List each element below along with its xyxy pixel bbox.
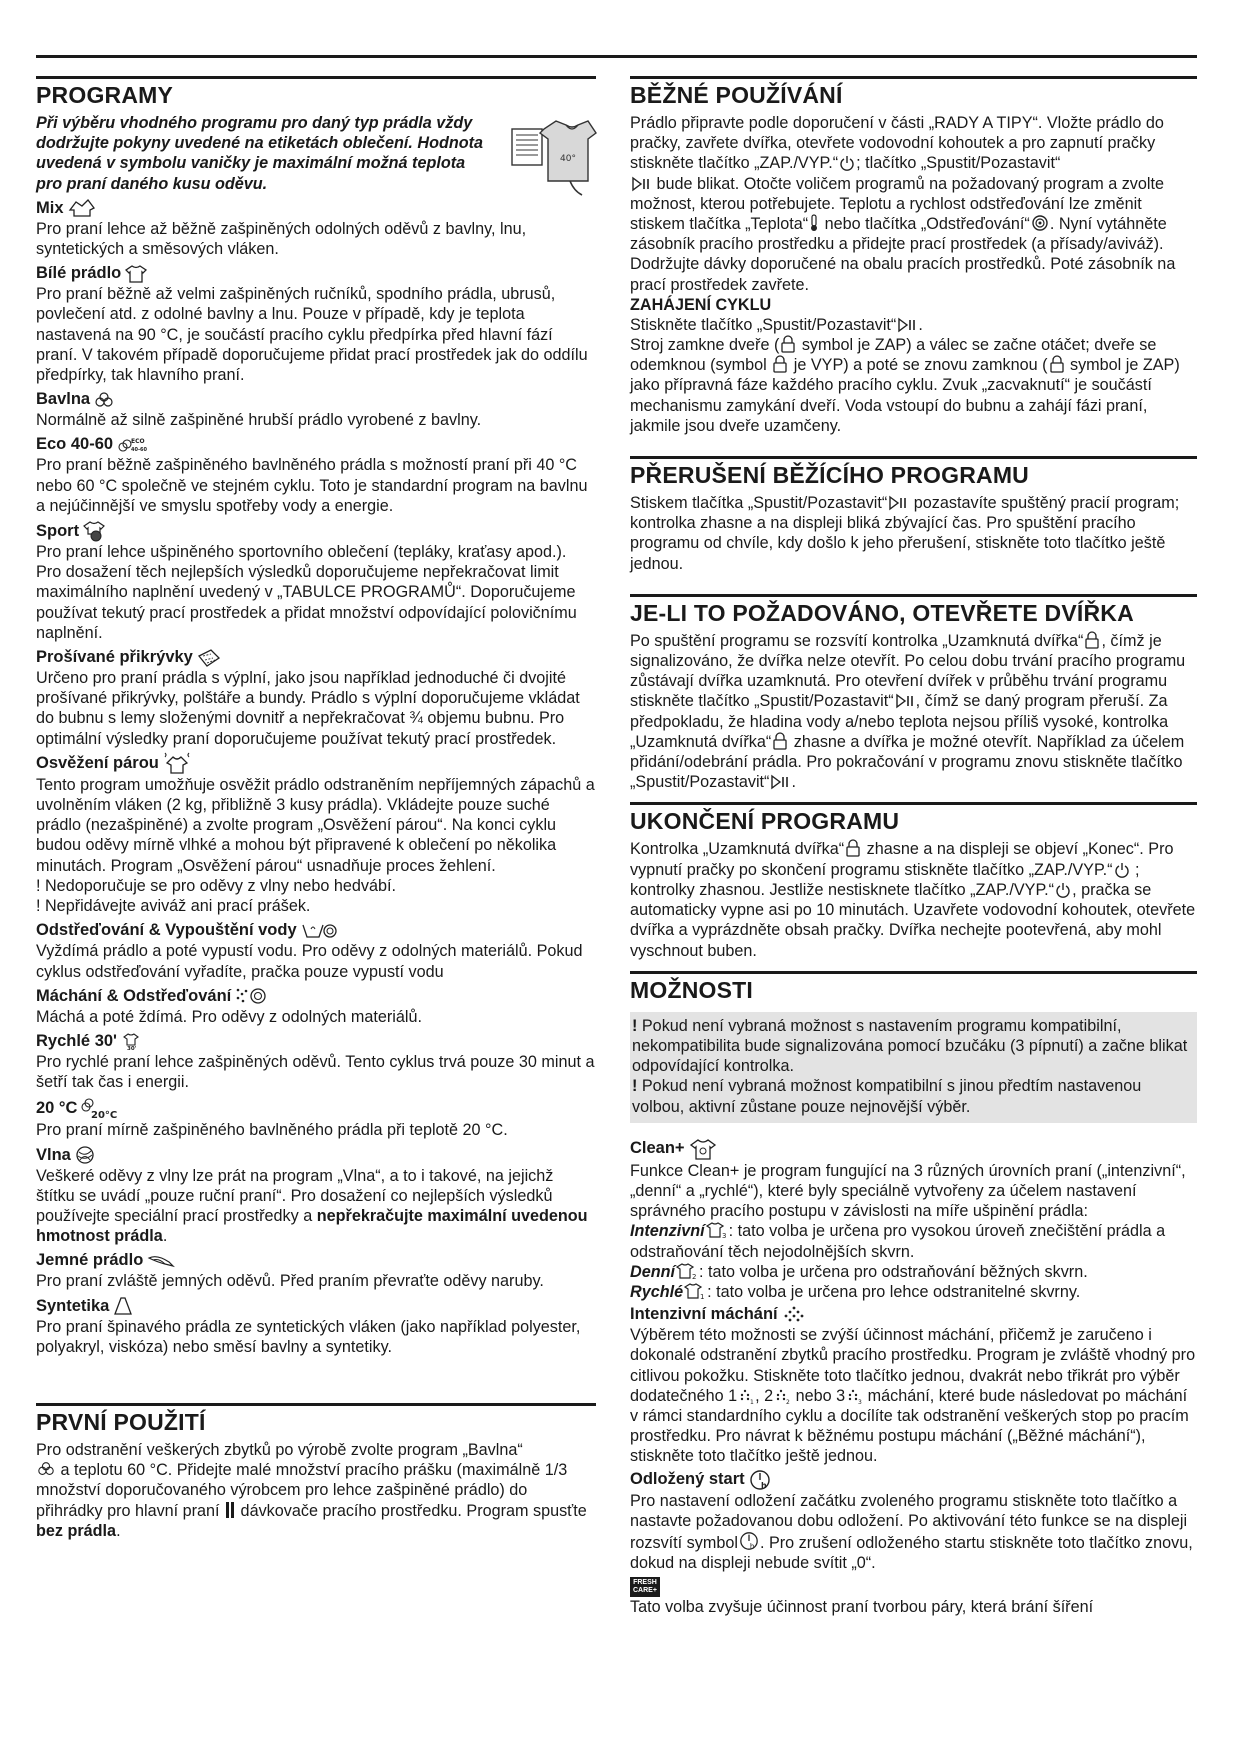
prvni-pouziti-emphasis: bez prádla — [36, 1521, 117, 1540]
bezne-pouzivani-text: Prádlo připravte podle doporučení v části „RADY A TIPY“. Vložte prádlo do pračky, zavřete dvířka, otevřete vodovodní kohoutek a pro zapnutí pračky stiskněte tlačítko „ZAP./VYP.“ ; tlačítko „Spustit/Pozastavit“ bude blikat. Otočte voličem programů na požadovaný program a zvolte možnost, kterou potřebujete. Teplotu a rychlost odstřeďování lze změnit stiskem tlačítka „Teplota“ nebo tlačítka „Odstřeďování“ . Nyní vytáhněte zásobník pracího prostředku a přidejte prací prostředek (a přísady/aviváž). Dodržujte dávky doporučené na obalu pracích prostředků. Poté zásobník na prací prostředek zavřete. — [630, 114, 1176, 294]
program-eco-4060-text: Pro praní běžně zašpiněného bavlněného prádla s možností praní při 40 °C nebo 60 °C společně ve stejném cyklu. Toto je standardní program na bavlnu a nejúčinnější ve smyslu spotřeby vody a energie. — [36, 456, 588, 515]
option-odlozeny-start: Odložený start h — [630, 1469, 1197, 1491]
sport-icon — [83, 520, 105, 542]
program-prosivane-prikryvky: Prošívané přikrývky — [36, 647, 596, 668]
program-bile-pradlo-text: Pro praní běžně až velmi zašpiněných ručníků, spodního prádla, ubrusů, povlečení atd. z odolné bavlny a lnu. Pouze v případě, kdy je teplota nastavená na 90 °C, je součástí pracího cyklu předpírka před hlavní fází praní. V takovém případě doporučujeme přidat prací prostředek jak do oddílu předpírky, tak hlavního praní. — [36, 285, 588, 385]
program-osvezeni-parou-text: Tento program umožňuje osvěžit prádlo odstraněním nepříjemných zápachů a uvolněním vláken (2 kg, přibližně 3 kusy prádla). Vkládejte pouze suché prádlo (nezašpiněné) a zvolte program „Osvěžení párou“. Na konci cyklu budou oděvy mírně vlhké a mohou být připravené k oblečení po několika minutách. Program „Osvěžení párou“ usnadňuje proces žehlení. — [36, 775, 595, 875]
svg-text:3: 3 — [858, 1398, 862, 1406]
rinse-spin-icon — [235, 986, 267, 1006]
svg-text:40-60: 40-60 — [131, 446, 148, 453]
power-icon — [1055, 882, 1071, 898]
program-bavlna: Bavlna — [36, 389, 596, 410]
option-odlozeny-start-text: Pro nastavení odložení začátku zvoleného programu stiskněte toto tlačítko a nastavte požadovanou dobu odložení. Po aktivování této funkce se na displeji rozsvítí symbol h . Pro zrušení odloženého startu stiskněte toto tlačítko znovu, dokud na displeji nebude svítit „0“. — [630, 1491, 1193, 1573]
clean-level-intenzivni: Intenzivní 3 : tato volba je určena pro vysokou úroveň znečištění prádla a odstraňování těch nejodolnějších skvrn. — [630, 1222, 1166, 1261]
zahajeni-cyklu-heading: ZAHÁJENÍ CYKLU — [630, 295, 772, 314]
program-jemne-pradlo: Jemné prádlo — [36, 1250, 596, 1271]
section-title-moznosti: MOŽNOSTI — [630, 971, 1197, 1004]
spin-drain-icon — [301, 921, 337, 941]
right-column — [630, 76, 1197, 1618]
rapid-30-icon — [121, 1031, 141, 1051]
cotton-icon — [94, 390, 114, 410]
compatibility-note-2: ! Pokud není vybraná možnost kompatibilní s jinou předtím nastavenou volbou, aktivní zůstane pouze nejnovější výběr. — [632, 1077, 1142, 1116]
program-odstredovani-vypousteni: Odstřeďování & Vypouštění vody — [36, 920, 596, 941]
compatibility-note-1: ! Pokud není vybraná možnost s nastavením programu kompatibilní, nekompatibilita bude signalizována pomocí bzučáku (3 pípnutí) a začne blikat odpovídající kontrolka. — [632, 1016, 1188, 1076]
steam-refresh-icon — [163, 753, 191, 775]
program-jemne-pradlo-text: Pro praní zvláště jemných oděvů. Před praním převraťte oděvy naruby. — [36, 1272, 544, 1291]
start-pause-icon — [631, 176, 651, 192]
svg-text:2: 2 — [691, 1272, 697, 1281]
svg-text:h: h — [749, 1541, 755, 1551]
program-eco-4060: Eco 40-60 ECO 40-60 — [36, 435, 148, 454]
mix-icon — [68, 198, 96, 218]
program-syntetika-text: Pro praní špinavého prádla ze syntetických vláken (jako například polyester, polyakryl, viskóza) nebo směsí bavlny a syntetiky. — [36, 1317, 581, 1356]
svg-text:3: 3 — [721, 1232, 727, 1241]
program-machani-odstredovani: Máchání & Odstřeďování — [36, 986, 596, 1007]
door-lock-icon — [845, 839, 861, 857]
care-label-shirt-icon — [510, 115, 596, 199]
start-pause-icon — [895, 693, 915, 709]
svg-text:1: 1 — [750, 1398, 754, 1406]
program-bile-pradlo: Bílé prádlo — [36, 263, 596, 284]
section-title-ukonceni: UKONČENÍ PROGRAMU — [630, 802, 1197, 835]
svg-text:30': 30' — [126, 1046, 137, 1053]
program-bavlna-text: Normálně až silně zašpiněné hrubší prádlo vyrobené z bavlny. — [36, 411, 482, 430]
section-title-dvirka: JE-LI TO POŽADOVÁNO, OTEVŘETE DVÍŘKA — [630, 594, 1197, 627]
option-clean-plus-text: Funkce Clean+ je program fungující na 3 různých úrovních praní („intenzivní“, „denní“ a „rychlé“), které byly speciálně vytvořeny za účelem nastavení správného pracího postupu v závislosti na míře ušpinění prádla: — [630, 1161, 1186, 1221]
spin-icon — [1031, 214, 1049, 232]
door-lock-icon — [772, 732, 788, 750]
start-pause-icon — [897, 317, 917, 333]
program-sport: Sport — [36, 520, 596, 542]
cotton-icon — [37, 1460, 55, 1478]
programy-intro — [36, 113, 596, 194]
program-sport-text: Pro praní lehce ušpiněného sportovního oblečení (tepláky, kraťasy apod.). Pro dosažení těch nejlepších výsledků doporučujeme nepřekračovat limit maximálního naplnění uvedený v „TABULCE PROGRAMŮ“. Doporučujeme používat tekutý prací prostředek a přidat množství odpovídající polovičnímu naplnění. — [36, 543, 577, 642]
section-title-preruseni: PŘERUŠENÍ BĚŽÍCÍHO PROGRAMU — [630, 456, 1197, 489]
start-pause-icon — [888, 495, 908, 511]
ukonceni-text: Kontrolka „Uzamknutá dvířka“ zhasne a na displeji se objeví „Konec“. Pro vypnutí pračky po skončení programu stiskněte tlačítko „ZAP./VYP.“ ; kontrolky zhasnou. Jestliže nestisknete tlačítko „ZAP./VYP.“ , pračka se automaticky vypne asi po 10 minutách. Uzavřete vodovodní kohoutek, otevřete dvířka a vyprázdněte obsah pračky. Dvířka nechejte pootevřená, aby mohl vyschnout buben. — [630, 840, 1196, 960]
program-osvezeni-parou-note2: ! Nepřidávejte aviváž ani prací prášek. — [36, 897, 311, 916]
svg-text:ECO: ECO — [131, 437, 145, 445]
door-lock-icon — [772, 355, 788, 373]
wool-icon — [75, 1145, 95, 1165]
door-lock-icon — [780, 335, 796, 353]
program-mix-text: Pro praní lehce až běžně zašpiněných odolných oděvů z bavlny, lnu, syntetických a směsových vláken. — [36, 219, 527, 259]
clean-level-rychle: Rychlé 1 : tato volba je určena pro lehce odstranitelné skvrny. — [630, 1282, 1081, 1301]
program-syntetika: Syntetika — [36, 1296, 596, 1317]
option-intenzivni-machani-text: Výběrem této možnosti se zvýší účinnost máchání, přičemž je zaručeno i dokonalé odstranění zbytků pracího prostředku. Program je zvláště vhodný pro citlivou pokožku. Stiskněte toto tlačítko jednou, dvakrát nebo třikrát pro výběr dodatečného 1 1 , 2 2 nebo 3 3 máchání, které bude následovat po máchání v rámci standardního cyklu a docílíte tak odstranění veškerých stop po pracím prostředku. Pro návrat k běžnému postupu máchání („Běžné máchání“), stiskněte toto tlačítko ještě jednou. — [630, 1326, 1196, 1466]
svg-text:2: 2 — [786, 1398, 790, 1406]
section-title-programy: PROGRAMY — [36, 76, 596, 109]
program-vlna-text: Veškeré oděvy z vlny lze prát na program „Vlna“, a to i takové, na jejichž štítku se uvádí „pouze ruční praní“. Pro dosažení co nejlepších výsledků používejte speciální prací prostředky a nepřekračujte maximální uvedenou hmotnost prádla. — [36, 1166, 588, 1246]
power-icon — [1114, 862, 1130, 878]
option-clean-plus: Clean+ — [630, 1137, 1197, 1161]
program-osvezeni-parou: Osvěžení párou — [36, 753, 596, 775]
rinse-1-icon — [738, 1388, 754, 1404]
clean-intensive-icon — [706, 1221, 728, 1239]
zamykani-dveri-text: Stroj zamkne dveře ( symbol je ZAP) a válec se začne otáčet; dveře se odemknou (symbol je VYP) a poté se znovu zamknou ( symbol je ZAP) jako přípravná fáze každého pracího cyklu. Zvuk „zacvaknutí“ je součástí mechanismu zamykání dveří. Voda vstoupí do bubnu a zahájí fázi praní, jakmile jsou dveře uzamčeny. — [630, 336, 1180, 435]
top-rule — [36, 55, 1197, 58]
white-laundry-icon — [125, 264, 147, 284]
clean-quick-icon — [684, 1282, 706, 1300]
delicates-icon — [147, 1252, 175, 1270]
dvirka-text: Po spuštění programu se rozsvítí kontrolka „Uzamknutá dvířka“ , čímž je signalizováno, že dvířka nelze otevřít. Po celou dobu trvání pracího programu zůstávají dvířka uzamknutá. Pro otevření dvířek v průběhu trvání programu stiskněte tlačítko „Spustit/Pozastavit“ , čímž se daný program přeruší. Za předpokladu, že hladina vody a/nebo teplota nejsou příliš vysoké, kontrolka „Uzamknutá dvířka“ zhasne a dvířka je možné otevřít. Například za účelem přidání/odebrání prádla. Pro pokračování v programu znovu stiskněte tlačítko „Spustit/Pozastavit“ . — [630, 631, 1186, 792]
main-wash-compartment-icon — [225, 1501, 235, 1519]
delay-start-icon — [749, 1469, 771, 1491]
clean-daily-icon — [676, 1262, 698, 1280]
program-machani-odstredovani-text: Máchá a poté ždímá. Pro oděvy z odolných materiálů. — [36, 1007, 423, 1026]
synthetics-icon — [113, 1296, 133, 1316]
delay-start-icon — [739, 1531, 759, 1551]
program-rychle-30: Rychlé 30' 30' — [36, 1031, 596, 1052]
temperature-icon — [809, 214, 819, 232]
program-rychle-30-text: Pro rychlé praní lehce zašpiněných oděvů. Tento cyklus trvá pouze 30 minut a šetří tak čas i energii. — [36, 1052, 595, 1092]
shirt-temp-label: 40° — [560, 154, 576, 164]
program-20c: 20 °C 20°C — [36, 1096, 596, 1120]
programy-intro-text: Při výběru vhodného programu pro daný typ prádla vždy dodržujte pokyny uvedené na etiketách oblečení. Hodnota uvedená v symbolu vaničky je maximální možná teplota pro praní daného kusu oděvu. — [36, 114, 484, 193]
option-fresh-care-text: Tato volba zvyšuje účinnost praní tvorbou páry, která brání šíření — [630, 1598, 1094, 1617]
program-prosivane-prikryvky-text: Určeno pro praní prádla s výplní, jako jsou například jednoduché či dvojité prošívané přikrývky, polštáře a bundy. Prádlo s výplní doporučujeme vkládat do bubnu s lemy složenými dovnitř a nepřekračovat ¾ objemu bubnu. Pro optimální výsledky praní doporučujeme používat tekutý prací prostředek. — [36, 669, 580, 748]
left-column — [36, 76, 596, 1541]
intensive-rinse-icon — [782, 1305, 806, 1325]
option-intenzivni-machani: Intenzivní máchání — [630, 1304, 1197, 1325]
program-osvezeni-parou-note1: ! Nedoporučuje se pro oděvy z vlny nebo hedvábí. — [36, 876, 396, 895]
door-lock-icon — [1049, 355, 1065, 373]
svg-text:h: h — [760, 1480, 767, 1490]
clean-plus-icon — [689, 1137, 717, 1161]
svg-text:20°C: 20°C — [91, 1110, 118, 1122]
duvet-icon — [197, 648, 221, 668]
section-title-prvni-pouziti: PRVNÍ POUŽITÍ — [36, 1403, 596, 1436]
program-odstredovani-vypousteni-text: Vyždímá prádlo a poté vypustí vodu. Pro oděvy z odolných materiálů. Pokud cyklus odstřeďování vyřadíte, pračka pouze vypustí vodu — [36, 942, 583, 981]
rinse-3-icon — [846, 1388, 862, 1404]
power-icon — [839, 155, 855, 171]
eco-4060-icon — [117, 435, 148, 455]
20c-icon — [81, 1096, 118, 1122]
program-20c-text: Pro praní mírně zašpiněného bavlněného prádla při teplotě 20 °C. — [36, 1121, 508, 1140]
zahajeni-cyklu-text: Stiskněte tlačítko „Spustit/Pozastavit“ . — [630, 315, 923, 334]
rinse-2-icon — [774, 1388, 790, 1404]
preruseni-text: Stiskem tlačítka „Spustit/Pozastavit“ pozastavíte spuštěný pracií program; kontrolka zhasne a na displeji bliká zbývající čas. Pro spuštění pracího programu od chvíle, kdy došlo k jeho přerušení, stiskněte toto tlačítko ještě jednou. — [630, 494, 1180, 573]
start-pause-icon — [770, 774, 790, 790]
door-lock-icon — [1084, 631, 1100, 649]
program-vlna-emphasis: nepřekračujte maximální uvedenou hmotnost prádla — [36, 1206, 588, 1246]
compatibility-note-box — [630, 1012, 1197, 1123]
section-title-bezne-pouzivani: BĚŽNÉ POUŽÍVÁNÍ — [630, 76, 1197, 109]
program-mix: Mix — [36, 198, 596, 219]
svg-text:1: 1 — [700, 1292, 705, 1301]
fresh-care-badge-icon: FRESH CARE+ — [630, 1577, 660, 1597]
program-vlna: Vlna — [36, 1145, 596, 1166]
prvni-pouziti-text: Pro odstranění veškerých zbytků po výrobě zvolte program „Bavlna“ a teplotu 60 °C. Přidejte malé množství pracího prášku (maximálně 1/3 množství doporučovaného výrobcem pro lehce zašpiněné prádlo) do přihrádky pro hlavní praní dávkovače pracího prostředku. Program spusťte bez prádla. — [36, 1440, 587, 1540]
clean-level-denni: Denní 2 : tato volba je určena pro odstraňování běžných skvrn. — [630, 1262, 1088, 1281]
